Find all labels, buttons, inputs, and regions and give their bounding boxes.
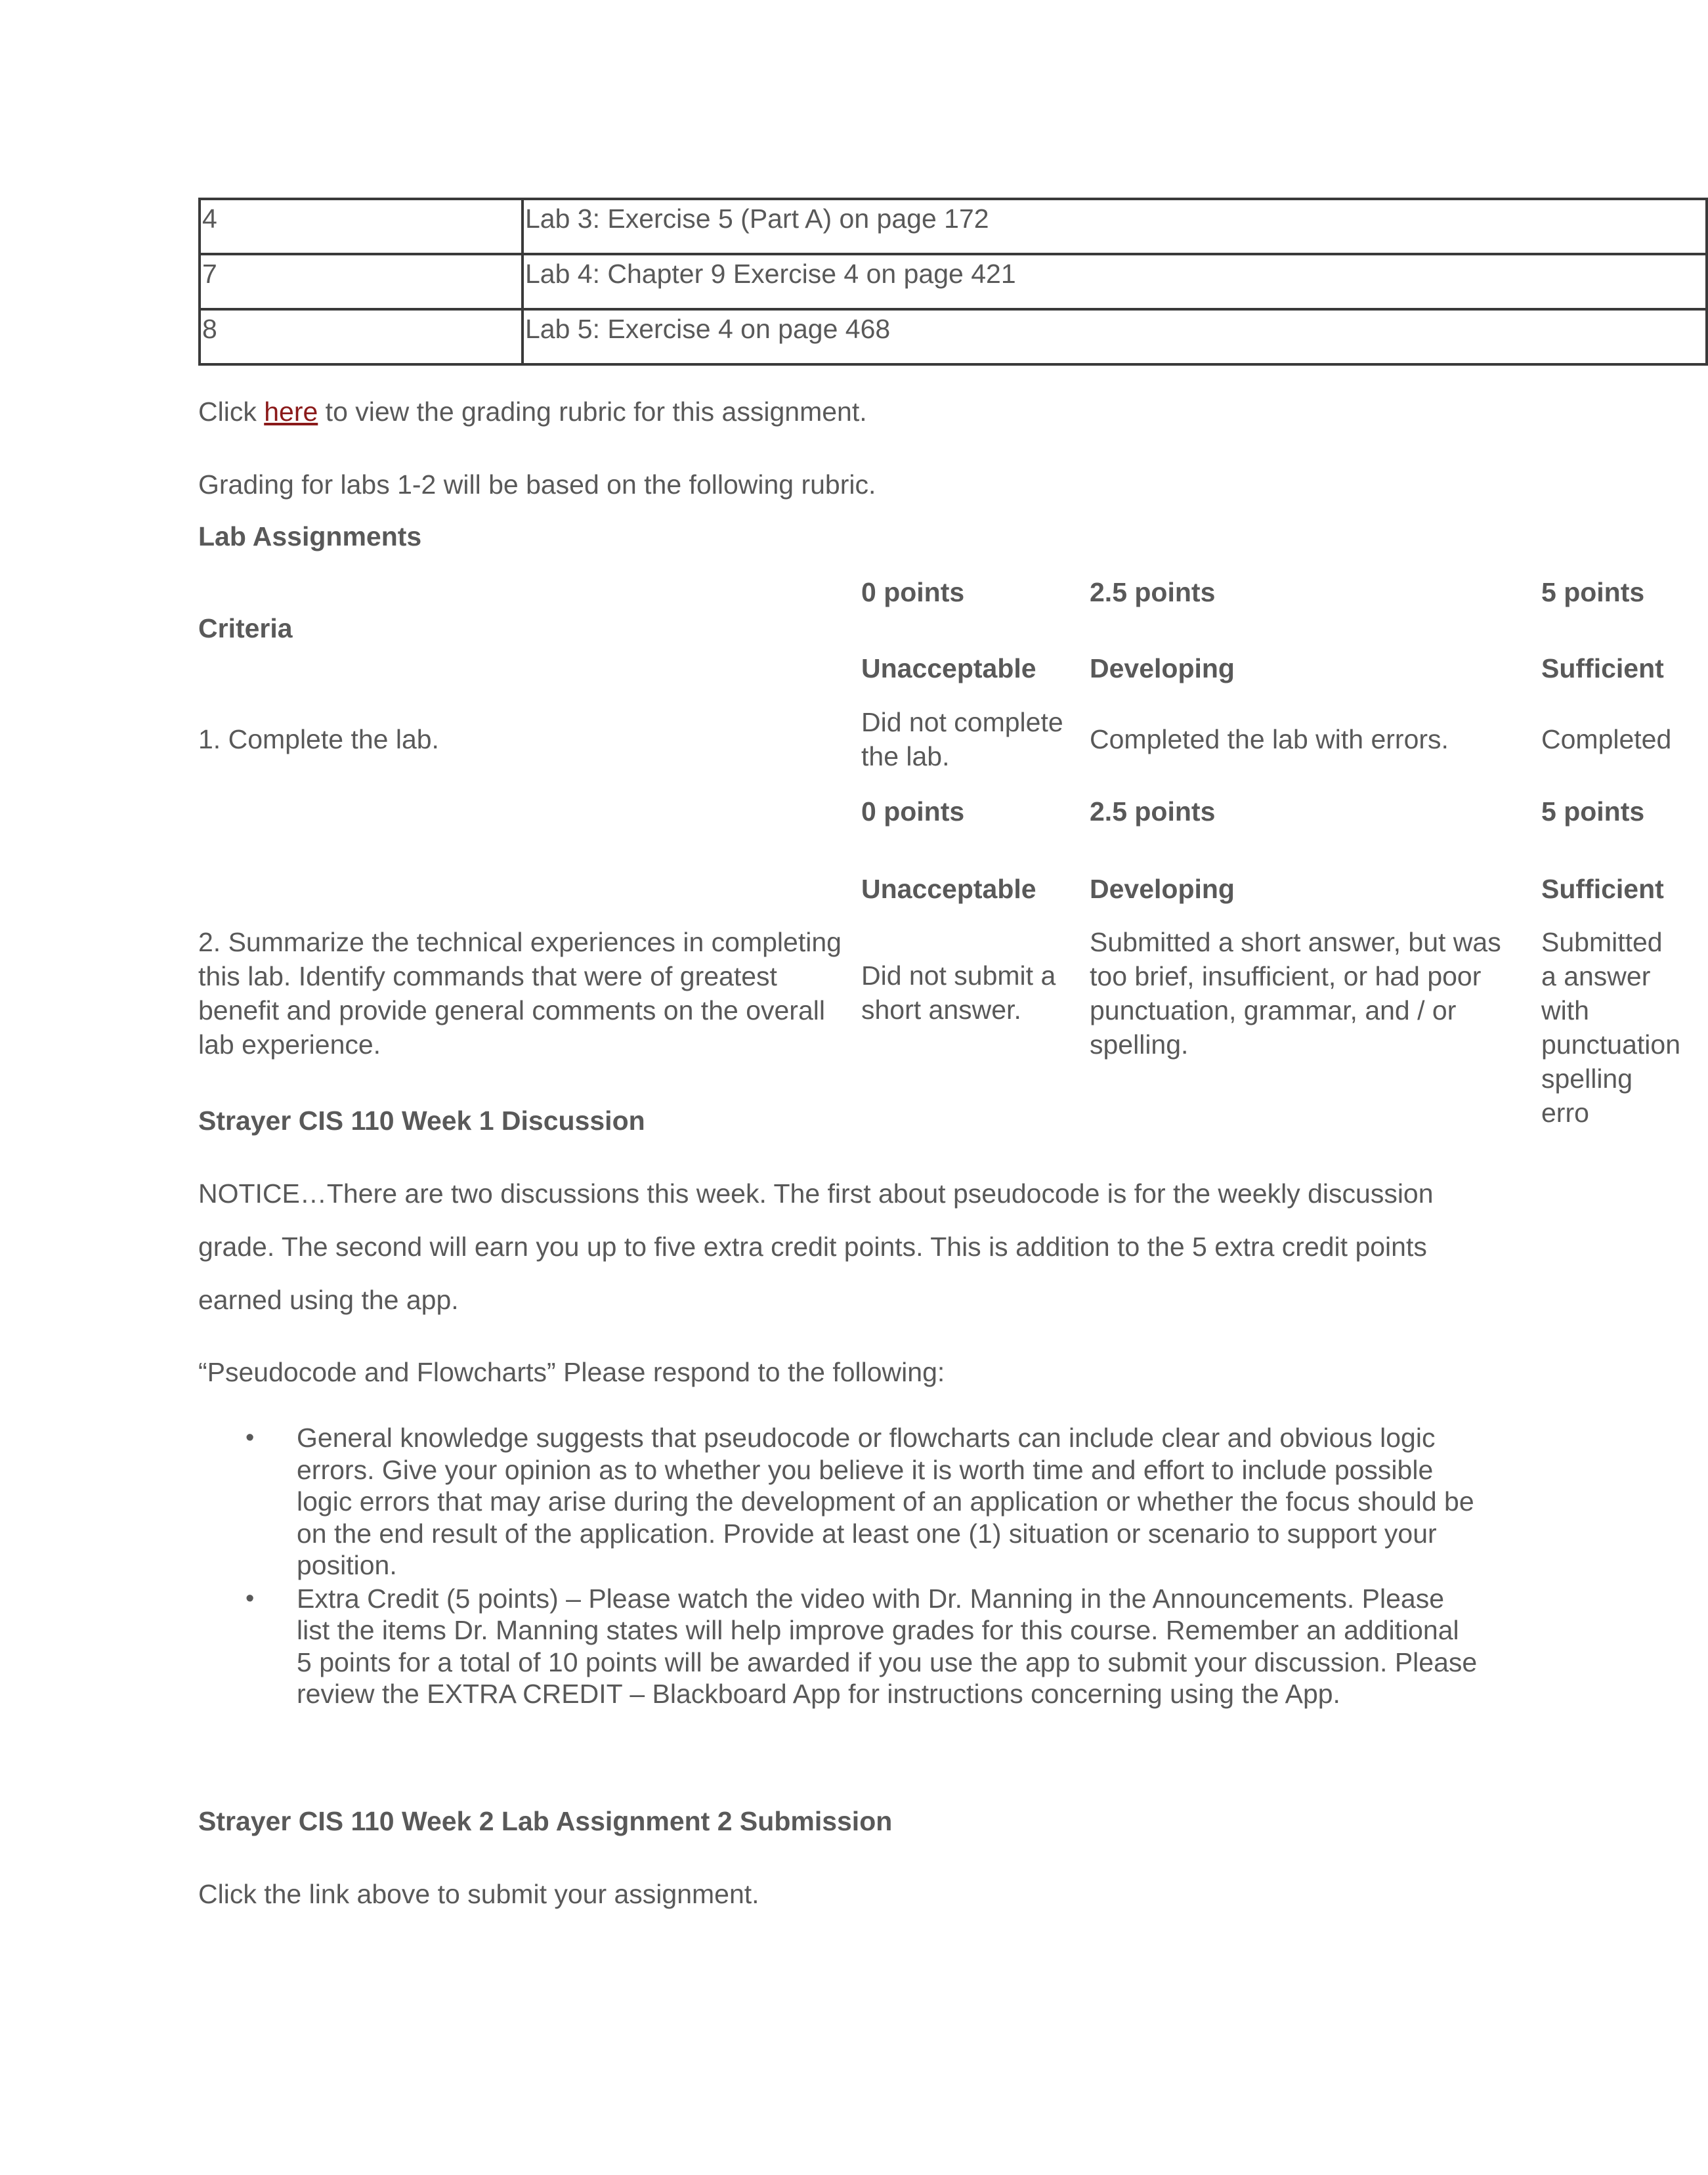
table-row [200,309,1707,364]
table-row [200,254,1707,309]
table-row [200,199,1707,254]
week-cell: 8 [200,309,523,364]
lab-cell: Lab 5: Exercise 4 on page 468 [523,309,1707,364]
week2-submission-heading: Strayer CIS 110 Week 2 Lab Assignment 2 Submission [198,1806,893,1836]
list-item [198,1583,1478,1710]
bullet-icon: • [246,1424,255,1452]
criterion-1-unacceptable: Did not complete the lab. [861,707,1063,771]
points-header-2: 5 points [1541,796,1645,827]
criterion-2-unacceptable: Did not submit a short answer. [861,960,1056,1025]
criterion-2-sufficient: Submitted a answer with punctuation spelling erro [1541,927,1681,1128]
lab-schedule-table [198,198,1708,366]
discussion-prompt: “Pseudocode and Flowcharts” Please respond to the following: [198,1357,945,1387]
level-header-2: Sufficient [1541,653,1664,683]
grading-note: Grading for labs 1-2 will be based on the following rubric. [198,469,876,500]
submission-instruction: Click the link above to submit your assignment. [198,1879,759,1909]
rubric-link-line [198,394,867,429]
week1-discussion-heading: Strayer CIS 110 Week 1 Discussion [198,1106,645,1136]
criteria-header: Criteria [198,613,293,643]
level-header-0: Unacceptable [861,653,1036,683]
points-header-1: 2.5 points [1090,577,1216,607]
level-header-1: Developing [1090,653,1235,683]
points-header-1: 2.5 points [1090,796,1216,827]
notice-paragraph: NOTICE…There are two discussions this week. The first about pseudocode is for the weekly discussion grade. The second will earn you up to five extra credit points. This is addition to the 5 extra credit points earned using the app. [198,1178,1434,1315]
discussion-bullets [198,1422,1478,1712]
bullet-text: General knowledge suggests that pseudocode or flowcharts can include clear and obvious logic errors. Give your opinion as to whether you believe it is worth time and effort to include possible logic errors that may arise during the development of an application or whether the focus should be on the end result of the application. Provide at least one (1) situation or scenario to support your position. [297,1423,1474,1580]
points-header-0: 0 points [861,796,965,827]
criterion-2-developing: Submitted a short answer, but was too brief, insufficient, or had poor punctuation, grammar, and / or spelling. [1090,927,1501,1060]
bullet-icon: • [246,1584,255,1612]
lab-cell: Lab 4: Chapter 9 Exercise 4 on page 421 [523,254,1707,309]
list-item [198,1422,1478,1582]
rubric-link[interactable]: here [264,397,318,427]
lab-cell: Lab 3: Exercise 5 (Part A) on page 172 [523,199,1707,254]
points-header-0: 0 points [861,577,965,607]
criterion-1-developing: Completed the lab with errors. [1090,724,1449,754]
points-header-2: 5 points [1541,577,1645,607]
level-header-2: Sufficient [1541,874,1664,904]
criterion-1: 1. Complete the lab. [198,724,439,754]
criterion-1-sufficient: Completed [1541,724,1672,754]
rubric-link-prefix: Click [198,397,265,427]
bullet-text: Extra Credit (5 points) – Please watch the video with Dr. Manning in the Announcements. Please list the items Dr. Manning states will help improve grades for this course. Remember an additional 5 points for a total of 10 points will be awarded if you use the app to submit your discussion. Please review the EXTRA CREDIT – Blackboard App for instructions concerning using the App. [297,1583,1478,1709]
week-cell: 4 [200,199,523,254]
level-header-1: Developing [1090,874,1235,904]
criterion-2: 2. Summarize the technical experiences in completing this lab. Identify commands that were of greatest benefit and provide general comments on the overall lab experience. [198,927,842,1060]
level-header-0: Unacceptable [861,874,1036,904]
week-cell: 7 [200,254,523,309]
lab-assignments-heading: Lab Assignments [198,521,422,551]
rubric-link-suffix: to view the grading rubric for this assignment. [318,397,867,427]
